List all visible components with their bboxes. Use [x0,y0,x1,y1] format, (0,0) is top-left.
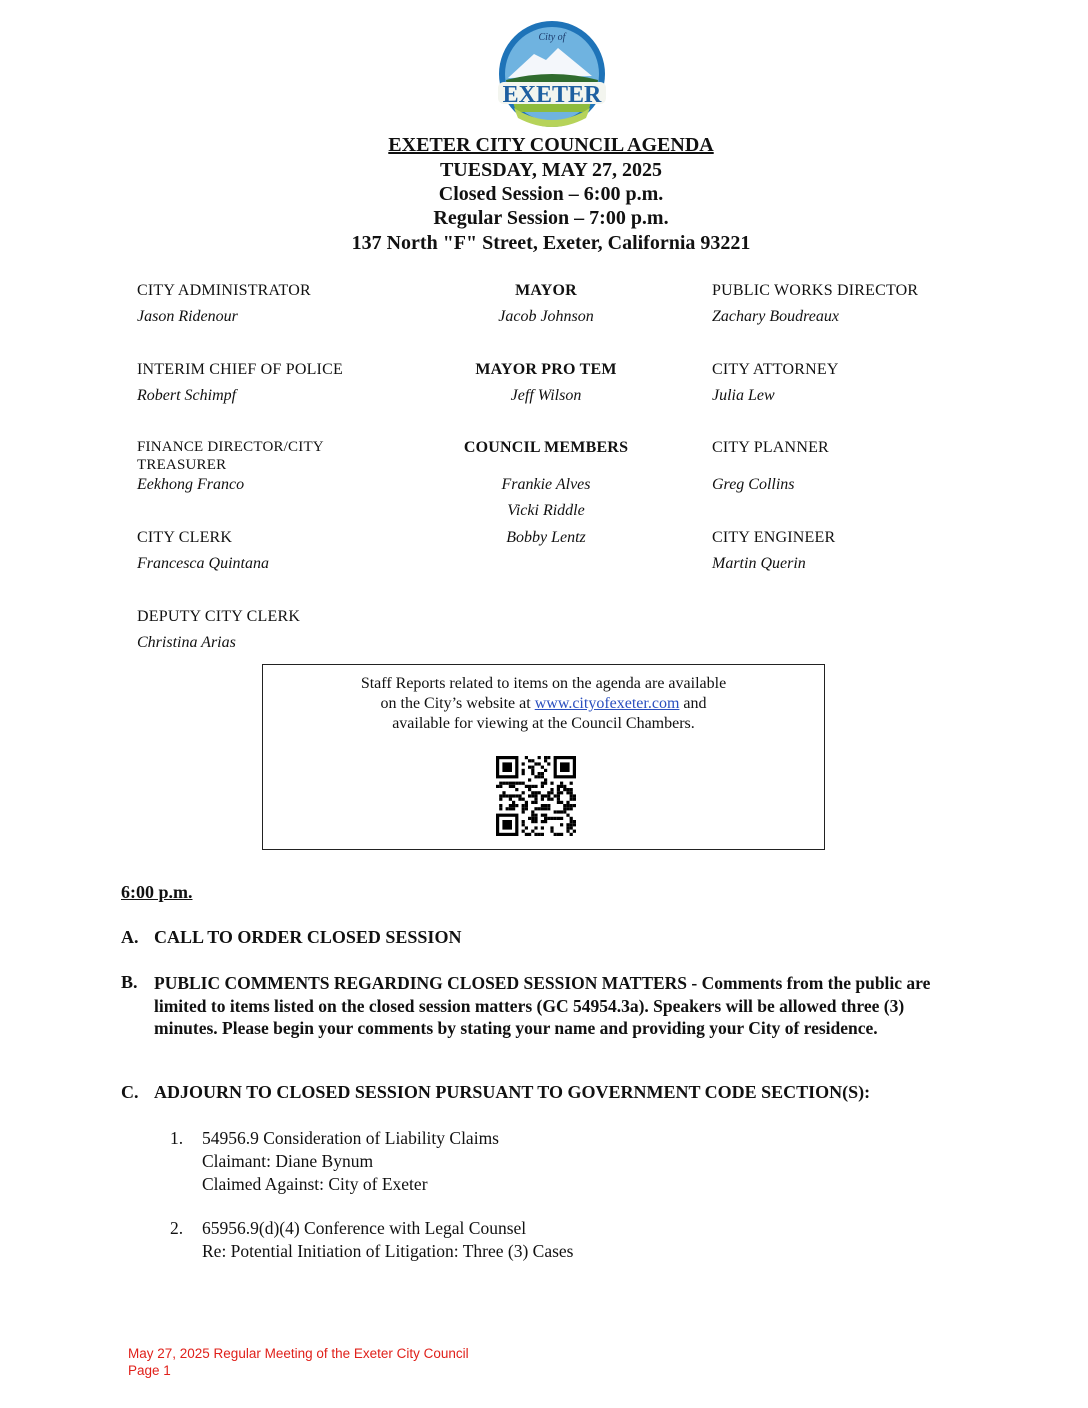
staff-name: Christina Arias [137,634,236,651]
staff-name: Greg Collins [712,476,795,493]
staff-name: Zachary Boudreaux [712,308,839,325]
staff-role: CITY CLERK [137,529,233,546]
sub-item-line: Re: Potential Initiation of Litigation: Three (3) Cases [202,1241,574,1261]
sub-item-number: 2. [170,1218,184,1238]
footer-meeting: May 27, 2025 Regular Meeting of the Exeter City Council [128,1346,469,1361]
sub-item-line: 54956.9 Consideration of Liability Claims [202,1128,499,1148]
logo-top-text: City of [538,32,566,43]
agenda-title: EXETER CITY COUNCIL AGENDA [388,134,714,156]
notice-line: and [679,695,707,712]
meeting-date: TUESDAY, MAY 27, 2025 [439,159,663,181]
sub-item-number: 1. [170,1128,184,1148]
mayor-pro-tem-name: Jeff Wilson [510,387,582,404]
sub-item-1 [202,1127,499,1196]
city-logo [496,20,608,132]
staff-name: Julia Lew [712,387,775,404]
qr-code[interactable] [495,756,577,836]
staff-role: PUBLIC WORKS DIRECTOR [712,282,919,299]
city-website-link[interactable]: www.cityofexeter.com [534,695,680,712]
footer-page: Page 1 [128,1363,171,1378]
council-member-name: Vicki Riddle [507,502,585,519]
staff-reports-notice [262,664,825,850]
logo-name: EXETER [502,82,602,108]
sub-item-line: Claimed Against: City of Exeter [202,1174,428,1194]
agenda-item-b: PUBLIC COMMENTS REGARDING CLOSED SESSION MATTERS - Comments from the public are limited to items listed on the closed session matters (GC 54954.3a). Speakers will be allowed three (3) minutes. Please begin your comments by stating your name and providing your City of residence. [154,973,931,1038]
agenda-item-a: CALL TO ORDER CLOSED SESSION [154,927,462,947]
council-member-name: Frankie Alves [501,476,591,493]
notice-line: available for viewing at the Council Chambers. [392,715,695,732]
staff-name: Jason Ridenour [137,308,238,325]
staff-name: Robert Schimpf [137,387,237,404]
notice-line: on the City’s website at [380,695,535,712]
staff-name: Francesca Quintana [137,555,269,572]
item-letter: C. [121,1082,139,1102]
staff-role-cont: TREASURER [137,457,227,473]
item-letter: A. [121,927,139,947]
council-member-name: Bobby Lentz [506,529,586,546]
agenda-item-c: ADJOURN TO CLOSED SESSION PURSUANT TO GOVERNMENT CODE SECTION(S): [154,1082,871,1102]
mayor-name: Jacob Johnson [498,308,594,325]
staff-role: CITY ENGINEER [712,529,836,546]
staff-role: DEPUTY CITY CLERK [137,608,301,625]
sub-item-line: Claimant: Diane Bynum [202,1151,374,1171]
staff-role: CITY ADMINISTRATOR [137,282,311,299]
staff-name: Martin Querin [712,555,806,572]
closed-session-time: Closed Session – 6:00 p.m. [438,183,664,205]
mayor-role: MAYOR [515,282,577,299]
item-letter: B. [121,972,138,992]
sub-item-2 [202,1217,573,1263]
staff-name: Eekhong Franco [137,476,245,493]
session-time-heading: 6:00 p.m. [121,882,193,902]
staff-role: CITY PLANNER [712,439,829,456]
staff-role: CITY ATTORNEY [712,361,839,378]
regular-session-time: Regular Session – 7:00 p.m. [433,207,669,229]
staff-role: FINANCE DIRECTOR/CITY [137,439,324,455]
notice-line: Staff Reports related to items on the agenda are available [360,675,727,692]
sub-item-line: 65956.9(d)(4) Conference with Legal Counsel [202,1218,527,1238]
mayor-pro-tem-role: MAYOR PRO TEM [475,361,617,378]
staff-role: INTERIM CHIEF OF POLICE [137,361,343,378]
meeting-address: 137 North "F" Street, Exeter, California 93221 [351,232,751,254]
council-members-role: COUNCIL MEMBERS [463,439,629,456]
footer [128,1345,469,1379]
